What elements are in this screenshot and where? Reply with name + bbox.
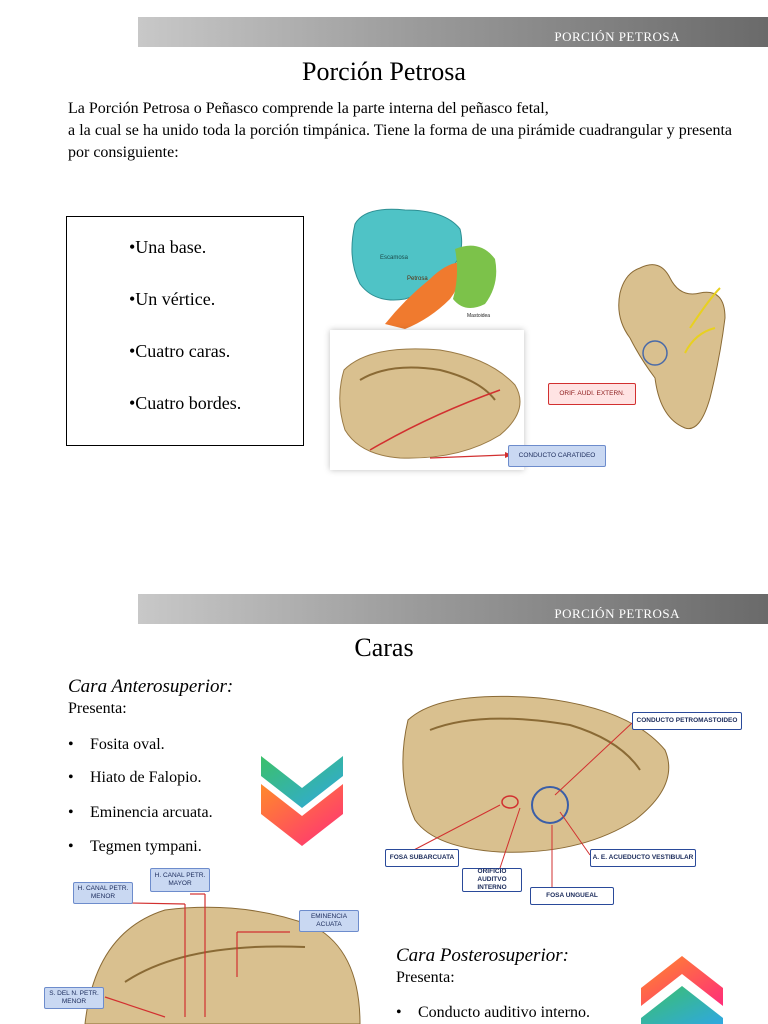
label-canal-petroso-menor: H. CANAL PETR. MENOR xyxy=(73,882,133,904)
posterosuperior-presenta: Presenta: xyxy=(396,969,455,986)
label-mastoidea: Mastoidea xyxy=(467,313,491,319)
item-eminencia-arcuata: Eminencia arcuata. xyxy=(90,804,213,821)
paragraph-line-1: La Porción Petrosa o Peñasco comprende la parte interna del peñasco fetal, xyxy=(68,100,549,117)
label-conducto-caratideo: CONDUCTO CARATIDEO xyxy=(508,445,606,467)
label-canal-petroso-mayor: H. CANAL PETR. MAYOR xyxy=(150,868,210,892)
bullet-bordes: •Cuatro bordes. xyxy=(129,393,242,413)
bullet-caras: •Cuatro caras. xyxy=(129,341,231,361)
label-fosa-ungueal: FOSA UNGUEAL xyxy=(530,887,614,905)
anterosuperior-heading: Cara Anterosuperior: xyxy=(68,676,234,697)
label-escamosa: Escamosa xyxy=(380,255,409,261)
bullet-vertice: •Un vértice. xyxy=(129,289,216,309)
paragraph-line-2: a la cual se ha unido toda la porción timpánica. Tiene la forma de una pirámide cuadrangular y presenta por consiguiente: xyxy=(68,122,732,161)
label-surco-nervio-petroso-menor: S. DEL N. PETR. MENOR xyxy=(44,987,104,1009)
anterosuperior-presenta: Presenta: xyxy=(68,700,127,717)
chevron-up-icon xyxy=(641,956,723,1024)
item-fosita-oval: Fosita oval. xyxy=(90,736,165,753)
posterosuperior-heading: Cara Posterosuperior: xyxy=(396,945,569,966)
slide1-header-bar xyxy=(138,17,768,47)
slide2-header-label: PORCIÓN PETROSA xyxy=(554,606,680,621)
temporal-bone-side-image xyxy=(600,258,740,436)
label-fosa-subarcuata: FOSA SUBARCUATA xyxy=(385,849,459,867)
slide1-header-label: PORCIÓN PETROSA xyxy=(554,29,680,44)
bullet-base: •Una base. xyxy=(129,237,207,257)
slide2-title: Caras xyxy=(354,633,414,662)
slide2-header-bar xyxy=(138,594,768,624)
bullet-box xyxy=(66,216,304,446)
label-petrosa: Petrosa xyxy=(407,276,428,282)
label-conducto-petromastoideo: CONDUCTO PETROMASTOIDEO xyxy=(632,712,742,730)
label-orificio-auditivo-interno: ORIFICIO AUDITVO INTERNO xyxy=(462,868,522,892)
label-eminencia-acuata: EMINENCIA ACUATA xyxy=(299,910,359,932)
temporal-bone-colored-image xyxy=(345,204,505,334)
item-tegmen-tympani: Tegmen tympani. xyxy=(90,838,202,855)
item-hiato-falopio: Hiato de Falopio. xyxy=(90,769,202,786)
slide1-paragraph xyxy=(68,98,732,164)
label-acueducto-vestibular: A. E. ACUEDUCTO VESTIBULAR xyxy=(590,849,696,867)
item-conducto-auditivo-interno: Conducto auditivo interno. xyxy=(418,1004,590,1021)
chevron-down-icon xyxy=(261,756,343,846)
slide1-title: Porción Petrosa xyxy=(302,57,466,86)
label-orificio-auditivo-externo: ORIF. AUDI. EXTERN. xyxy=(548,383,636,405)
